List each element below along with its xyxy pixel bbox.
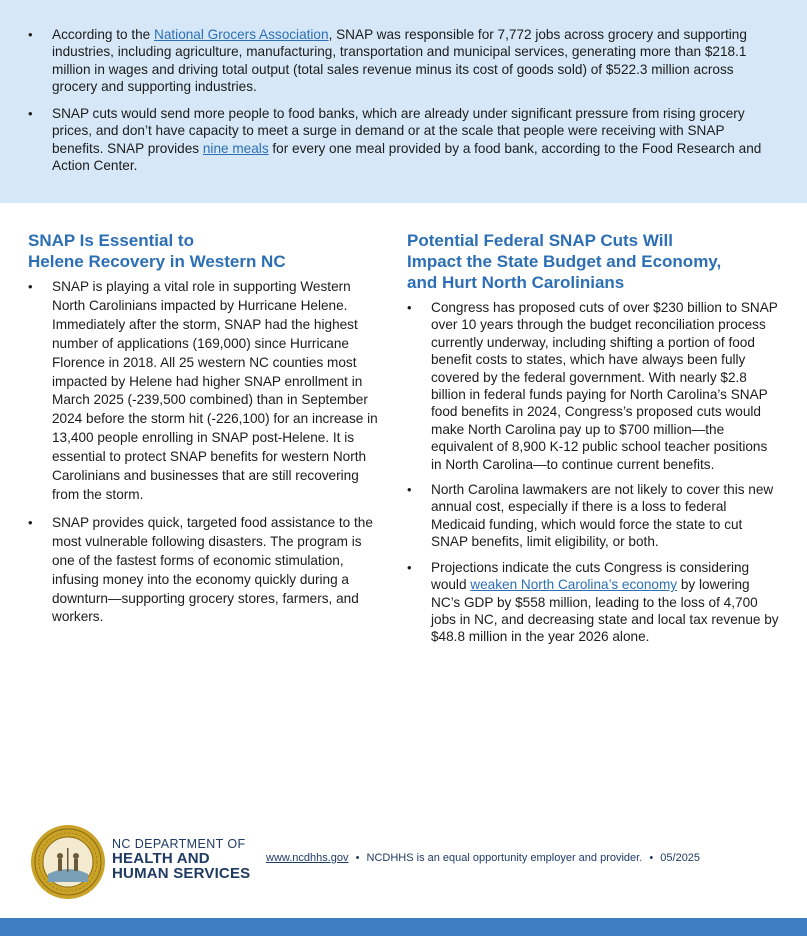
page-footer: [0, 818, 807, 918]
bullet-icon: •: [28, 106, 33, 122]
org-line: HUMAN SERVICES: [112, 865, 251, 882]
separator: •: [649, 852, 654, 864]
website-link[interactable]: www.ncdhhs.gov: [266, 852, 349, 864]
list-item: [28, 514, 378, 627]
heading-line: Helene Recovery in Western NC: [28, 252, 286, 271]
equal-opportunity-text: NCDHHS is an equal opportunity employer and provider.: [366, 852, 643, 864]
list-item: [407, 299, 779, 473]
top-bullet-list: [28, 26, 768, 184]
bottom-color-bar: [0, 918, 807, 936]
list-item: [28, 26, 768, 95]
weaken-economy-link[interactable]: weaken North Carolina’s economy: [470, 577, 678, 593]
top-highlight-band: [0, 0, 807, 203]
left-heading: [28, 230, 378, 272]
right-column: [407, 230, 779, 654]
list-item: [407, 481, 779, 551]
heading-line: Potential Federal SNAP Cuts Will: [407, 231, 673, 250]
list-item: [28, 278, 378, 505]
nc-state-seal-icon: [30, 824, 106, 900]
org-line: HEALTH AND: [112, 850, 210, 867]
national-grocers-link[interactable]: National Grocers Association: [154, 27, 329, 42]
list-item: [28, 105, 768, 174]
left-column: [28, 230, 378, 636]
item-text: North Carolina lawmakers are not likely to cover this new annual cost, especially if there is a loss to federal Medicaid funding, which would force the state to cut SNAP benefits, limit eligibility, or both.: [431, 482, 774, 550]
separator: •: [355, 852, 360, 864]
org-name: [112, 838, 250, 881]
heading-line: SNAP Is Essential to: [28, 231, 194, 250]
right-bullet-list: [407, 299, 779, 646]
list-item: [407, 559, 779, 646]
item-text-post: , SNAP was responsible for 7,772 jobs across grocery and supporting industries, including agriculture, manufacturing, transportation and municipal services, generating more than $218.1 million in wages and driving total output (total sales revenue minus its cost of goods sold) of $522.3 million across grocery and supporting industries.: [52, 27, 747, 94]
bullet-icon: •: [407, 482, 412, 498]
date-text: 05/2025: [660, 852, 701, 864]
heading-line: and Hurt North Carolinians: [407, 273, 625, 292]
item-text-pre: Projections indicate the cuts Congress is considering would: [431, 559, 750, 593]
item-text-pre: SNAP cuts would send more people to food banks, which are already under significant pressure from rising grocery prices, and don’t have capacity to meet a surge in demand or at the scale that people were receiving with SNAP benefits. SNAP provides: [52, 106, 745, 156]
item-text-post: by lowering NC’s GDP by $558 million, leading to the loss of 4,700 jobs in NC, and decreasing state and local tax revenue by $48.8 million in the year 2026 alone.: [431, 577, 779, 645]
footer-statement: [266, 852, 700, 864]
item-text: Congress has proposed cuts of over $230 billion to SNAP over 10 years through the budget reconciliation process currently underway, including shifting a portion of food benefit costs to states, which have always been fully covered by the federal government. With nearly $2.8 billion in federal funds paying for North Carolina’s SNAP food benefits in 2024, Congress’s proposed cuts would make North Carolina pay up to $700 million—the equivalent of 8,900 K-12 public school teacher positions in North Carolina—to continue current benefits.: [431, 300, 778, 472]
nine-meals-link[interactable]: nine meals: [202, 140, 269, 156]
org-line: NC DEPARTMENT OF: [112, 837, 246, 851]
bullet-icon: •: [407, 559, 412, 575]
heading-line: Impact the State Budget and Economy,: [407, 252, 722, 271]
item-text-pre: According to the: [52, 27, 155, 42]
right-heading: [407, 230, 779, 293]
bullet-icon: •: [407, 300, 412, 315]
bullet-icon: •: [28, 27, 33, 42]
item-text: SNAP provides quick, targeted food assistance to the most vulnerable following disasters. The program is one of the fastest forms of economic stimulation, infusing money into the economy quickly during a downturn—supporting grocery stores, farmers, and workers.: [52, 514, 373, 625]
bullet-icon: •: [28, 279, 33, 294]
left-bullet-list: [28, 278, 378, 627]
bullet-icon: •: [28, 514, 33, 530]
item-text-post: for every one meal provided by a food bank, according to the Food Research and Action Center.: [52, 140, 762, 174]
item-text: SNAP is playing a vital role in supporting Western North Carolinians impacted by Hurricane Helene. Immediately after the storm, SNAP had the highest number of applications (169,000) since Hurricane Florence in 2018. All 25 western NC counties most impacted by Helene had higher SNAP enrollment in March 2025 (-239,500 combined) than in September 2024 before the storm hit (-226,100) for an increase in 13,400 people enrolling in SNAP post-Helene. It is essential to protect SNAP benefits for western North Carolinians and businesses that are still recovering from the storm.: [52, 279, 378, 502]
